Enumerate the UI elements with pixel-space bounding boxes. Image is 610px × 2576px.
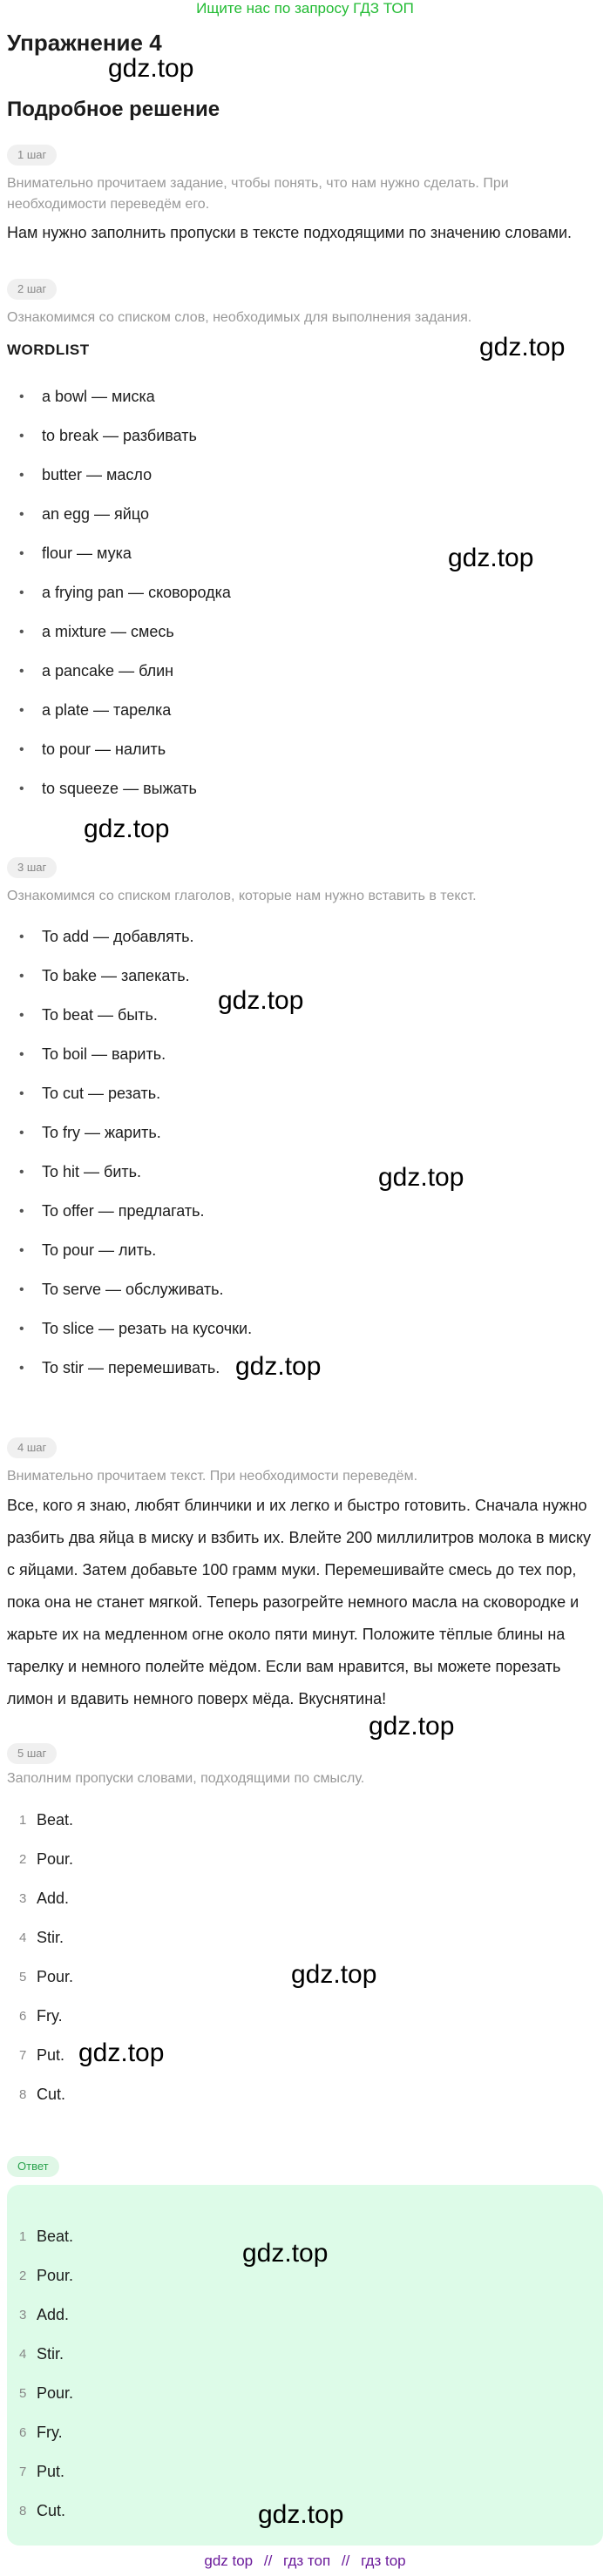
watermark: gdz.top <box>291 1960 377 1989</box>
step-1-note: Внимательно прочитаем задание, чтобы понять, что нам нужно сделать. При необходимости переведём его. <box>7 176 509 212</box>
list-item: 3 Add. <box>19 2306 70 2323</box>
watermark: gdz.top <box>378 1163 464 1192</box>
list-item: 7 Put. <box>19 2463 65 2480</box>
step-badge-5: 5 шаг <box>7 1743 57 1764</box>
list-item: • To serve — обслуживать. <box>0 1270 610 1309</box>
watermark: gdz.top <box>479 333 566 362</box>
list-item: • a frying pan — сковородка <box>0 573 610 612</box>
list-item: • a plate — тарелка <box>0 691 610 730</box>
list-item: 8 Cut. <box>19 2502 66 2519</box>
watermark: gdz.top <box>242 2239 329 2268</box>
watermark: gdz.top <box>258 2500 344 2529</box>
step-4-text: Все, кого я знаю, любят блинчики и их легко и быстро готовить. Сначала нужно разбить два яйца в миску и взбить их. Влейте 200 миллилитров молока в миску с яйцами. Затем добавьте 100 грамм муки. Перемешивайте смесь до тех пор, пока она не станет мягкой. Теперь разогрейте немного масла на сковородке и жарьте их на медленном огне около пяти минут. Положите тёплые блины на тарелку и немного полейте мёдом. Если вам нравится, вы можете порезать лимон и вдавить немного поверх мёда. Вкуснятина! <box>7 1497 592 1707</box>
wordlist-heading: WORDLIST <box>7 341 90 358</box>
list-item: • To hit — бить. <box>0 1153 610 1192</box>
list-item: • a mixture — смесь <box>0 612 610 652</box>
step-2-note: Ознакомимся со списком слов, необходимых для выполнения задания. <box>7 310 472 325</box>
list-item: 6 Fry. <box>19 2007 63 2025</box>
list-item: 4 Stir. <box>19 2345 64 2363</box>
list-item: • to pour — налить <box>0 730 610 769</box>
list-item: • To bake — запекать. <box>0 957 610 996</box>
footer-separator: // <box>341 2552 350 2569</box>
list-item: • butter — масло <box>0 456 610 495</box>
watermark: gdz.top <box>84 815 170 843</box>
watermark: gdz.top <box>235 1352 322 1381</box>
wordlist <box>0 377 610 808</box>
top-banner[interactable]: Ищите нас по запросу ГДЗ ТОП <box>196 0 414 17</box>
list-item: • To slice — резать на кусочки. <box>0 1309 610 1349</box>
list-item: 2 Pour. <box>19 2267 74 2284</box>
watermark: gdz.top <box>218 986 304 1015</box>
page-title: Упражнение 4 <box>7 30 162 56</box>
list-item: 7 Put. <box>19 2046 65 2064</box>
answer-badge: Ответ <box>7 2156 59 2177</box>
footer-separator: // <box>263 2552 273 2569</box>
step-5-note: Заполним пропуски словами, подходящими по смыслу. <box>7 1771 365 1786</box>
list-item: • To fry — жарить. <box>0 1113 610 1153</box>
step-1-text: Нам нужно заполнить пропуски в тексте подходящими по значению словами. <box>7 224 573 241</box>
list-item: • an egg — яйцо <box>0 495 610 534</box>
list-item: • To pour — лить. <box>0 1231 610 1270</box>
step-4-note: Внимательно прочитаем текст. При необходимости переведём. <box>7 1469 418 1484</box>
watermark: gdz.top <box>78 2038 165 2067</box>
footer-link[interactable]: гдз top <box>361 2552 406 2569</box>
step-3-note: Ознакомимся со списком глаголов, которые нам нужно вставить в текст. <box>7 889 477 903</box>
watermark: gdz.top <box>108 54 194 83</box>
list-item: 3 Add. <box>19 1890 70 1907</box>
step-badge-3: 3 шаг <box>7 857 57 878</box>
footer-link[interactable]: гдз топ <box>283 2552 331 2569</box>
list-item: • To cut — резать. <box>0 1074 610 1113</box>
verb-list <box>0 917 610 1388</box>
list-item: • To boil — варить. <box>0 1035 610 1074</box>
step-badge-4: 4 шаг <box>7 1437 57 1458</box>
list-item: • to squeeze — выжать <box>0 769 610 808</box>
list-item: 4 Stir. <box>19 1929 64 1946</box>
list-item: • a bowl — миска <box>0 377 610 416</box>
list-item: • To add — добавлять. <box>0 917 610 957</box>
step-badge-2: 2 шаг <box>7 279 57 300</box>
list-item: 5 Pour. <box>19 1968 74 1985</box>
step-badge-1: 1 шаг <box>7 145 57 166</box>
list-item: • flour — мука <box>0 534 610 573</box>
list-item: • a pancake — блин <box>0 652 610 691</box>
list-item: • to break — разбивать <box>0 416 610 456</box>
list-item: • To offer — предлагать. <box>0 1192 610 1231</box>
list-item: 8 Cut. <box>19 2086 66 2103</box>
list-item: • To beat — быть. <box>0 996 610 1035</box>
footer-link[interactable]: gdz top <box>204 2552 254 2569</box>
list-item: 5 Pour. <box>19 2384 74 2402</box>
list-item: • To stir — перемешивать. <box>0 1349 610 1388</box>
list-item: 1 Beat. <box>19 2228 74 2245</box>
list-item: 6 Fry. <box>19 2424 63 2441</box>
section-title: Подробное решение <box>7 98 220 121</box>
watermark: gdz.top <box>369 1712 455 1741</box>
watermark: gdz.top <box>448 544 534 572</box>
footer-links <box>0 2552 610 2570</box>
list-item: 1 Beat. <box>19 1811 74 1829</box>
list-item: 2 Pour. <box>19 1850 74 1868</box>
